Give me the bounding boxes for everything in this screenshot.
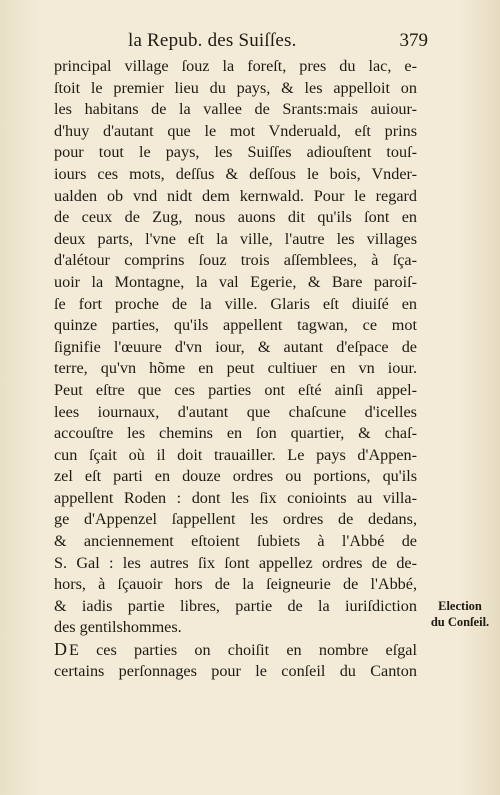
running-title: la Repub. des Suiſſes. — [128, 30, 297, 51]
drop-capital: D — [54, 639, 69, 660]
margin-note-line: Election — [438, 599, 482, 613]
text-line: cun ſçait où il doit trauailler. Le pays d'Appen- — [54, 445, 417, 464]
text-line-rest: certains perſonnages pour le conſeil du Canton — [54, 661, 417, 680]
text-line: ge d'Appenzel ſappellent les ordres de dedans, — [54, 510, 417, 529]
text-line: quinze parties, qu'ils appellent tagwan, ce mot — [54, 316, 417, 335]
text-line: terre, qu'vn hõme en peut cultiuer en vn iour. — [54, 359, 417, 378]
text-line: ſignifie l'œuure d'vn iour, & autant d'eſpace de — [54, 337, 417, 356]
text-line: iours ces mots, deſſus & deſſous le bois, Vnder- — [54, 164, 417, 183]
text-line: lees iournaux, d'autant que chaſcune d'icelles — [54, 402, 417, 421]
text-line: hors, à ſçauoir hors de la ſeigneurie de l'Abbé, — [54, 575, 417, 594]
text-line: S. Gal : les autres ſix ſont appellez ordres de de- — [54, 553, 417, 572]
text-line: de ceux de Zug, nous auons dit qu'ils ſont en — [54, 208, 417, 227]
body-text — [54, 56, 417, 682]
text-line: des gentilshommes. — [54, 618, 182, 637]
text-line: Peut eſtre que ces parties ont eſté ainſi appel- — [54, 380, 417, 399]
text-line: & anciennement eſtoient ſubiets à l'Abbé de — [54, 532, 417, 551]
text-line: zel eſt parti en douze ordres ou portions, qu'ils — [54, 467, 417, 486]
text-line: deux parts, l'vne eſt la ville, l'autre les villages — [54, 229, 417, 248]
paragraph-first-line — [54, 639, 417, 661]
text-line-rest: E ces parties on choiſit en nombre eſgal — [69, 641, 417, 660]
text-line: ſe fort proche de la ville. Glaris eſt diuiſé en — [54, 294, 417, 313]
text-line — [54, 661, 417, 683]
text-line: accouſtre les chemins en ſon quartier, & chaſ- — [54, 424, 417, 443]
text-line: uoir la Montagne, la val Egerie, & Bare paroiſ- — [54, 272, 417, 291]
text-line: les habitans de la vallee de Srants:mais auiour- — [54, 100, 417, 119]
text-line: d'alétour comprins ſouz trois aſſemblees, à ſça- — [54, 251, 417, 270]
margin-note-line: du Conſeil. — [430, 615, 490, 629]
page-number: 379 — [399, 30, 428, 51]
margin-note — [424, 598, 496, 630]
text-line: ualden ob vnd nidt dem kernwald. Pour le regard — [54, 186, 417, 205]
text-line: & iadis partie libres, partie de la iuriſdiction — [54, 596, 417, 615]
text-line: d'huy d'autant que le mot Vnderuald, eſt prins — [54, 121, 417, 140]
text-line: pour tout le pays, les Suiſſes adiouſtent touſ- — [54, 143, 417, 162]
text-line: ſtoit le premier lieu du pays, & les appelloit on — [54, 78, 417, 97]
text-line: appellent Roden : dont les ſix conioints au villa- — [54, 488, 417, 507]
text-line: principal village ſouz la foreſt, pres du lac, e- — [54, 57, 417, 75]
page-header — [48, 30, 428, 56]
